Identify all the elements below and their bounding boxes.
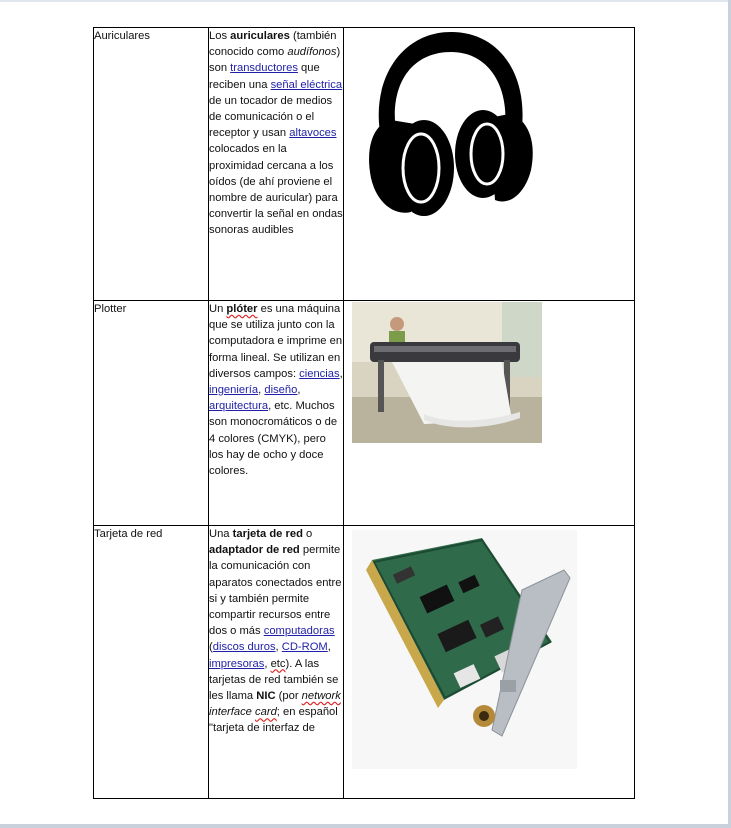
text: colocados en la proximidad cercana a los oídos (de ahí proviene el nombre de auricular) para convertir la señal en ondas sonoras audibles xyxy=(209,143,343,237)
text: ( xyxy=(209,641,213,654)
link-ciencias[interactable]: ciencias xyxy=(299,367,340,380)
device-name: Auriculares xyxy=(94,30,150,42)
description-cell xyxy=(209,301,344,526)
term-bold: tarjeta de red xyxy=(232,528,303,540)
text: , xyxy=(339,367,343,380)
text: Un xyxy=(209,303,227,315)
table-row xyxy=(94,28,635,301)
link-discos-duros[interactable]: discos duros xyxy=(212,641,276,654)
text: de un tocador de medios de comunicación o el receptor y usan xyxy=(209,94,333,140)
device-name-cell xyxy=(94,301,209,526)
term-bold: auriculares xyxy=(230,30,290,42)
term-italic: interface xyxy=(209,706,256,719)
term-italic: network xyxy=(301,690,341,703)
image-cell xyxy=(344,526,635,799)
text: Una xyxy=(209,528,233,540)
text: etc xyxy=(270,657,286,670)
window-top-edge xyxy=(0,0,731,2)
text: , etc. Muchos son monocromáticos o de 4 colores (CMYK), pero los hay de ocho y doce colores. xyxy=(209,400,338,478)
link-diseno[interactable]: diseño xyxy=(264,384,298,397)
device-name-cell xyxy=(94,28,209,301)
network-card-photo xyxy=(352,530,577,769)
link-altavoces[interactable]: altavoces xyxy=(289,127,337,140)
text: (también conocido como xyxy=(209,30,337,59)
table-row xyxy=(94,526,635,799)
link-impresoras[interactable]: impresoras xyxy=(209,657,265,670)
headphones-icon xyxy=(361,28,537,218)
term-bold: plóter xyxy=(226,303,258,315)
link-arquitectura[interactable]: arquitectura xyxy=(209,400,269,413)
term-bold: NIC xyxy=(256,690,276,703)
text: que reciben una xyxy=(209,62,320,91)
term-bold: adaptador de red xyxy=(209,544,300,557)
window-bottom-edge xyxy=(0,824,731,828)
description-cell xyxy=(209,526,344,799)
device-name: Tarjeta de red xyxy=(94,528,163,540)
text: , xyxy=(327,641,331,654)
text: permite la comunicación con aparatos conectados entre si y también permite compartir recursos entre dos o más xyxy=(209,544,342,638)
link-transductores[interactable]: transductores xyxy=(230,62,298,75)
plotter-photo xyxy=(352,302,542,443)
text: , xyxy=(258,384,265,397)
text: (por xyxy=(275,690,302,703)
device-name: Plotter xyxy=(94,303,127,315)
text: o xyxy=(302,528,313,540)
text: ) son xyxy=(209,46,341,75)
term-italic: audífonos xyxy=(287,46,337,59)
link-cd-rom[interactable]: CD-ROM xyxy=(281,641,328,654)
text: , xyxy=(297,384,301,397)
text: ). A las tarjetas de red también se les llama xyxy=(209,657,339,703)
text: ; en español "tarjeta de interfaz de xyxy=(209,706,338,735)
text: , xyxy=(264,657,271,670)
link-ingenieria[interactable]: ingeniería xyxy=(209,384,259,397)
link-senal-electrica[interactable]: señal eléctrica xyxy=(270,78,343,91)
device-name-cell xyxy=(94,526,209,799)
text: , xyxy=(275,641,282,654)
link-computadoras[interactable]: computadoras xyxy=(263,625,335,638)
image-cell xyxy=(344,28,635,301)
devices-table xyxy=(93,27,635,799)
image-cell xyxy=(344,301,635,526)
table-row xyxy=(94,301,635,526)
text: es una máquina que se utiliza junto con la computadora e imprime en forma lineal. Se utilizan en diversos campos: xyxy=(209,303,343,380)
text: Los xyxy=(209,30,231,42)
term-italic: card xyxy=(255,706,277,719)
description-cell xyxy=(209,28,344,301)
